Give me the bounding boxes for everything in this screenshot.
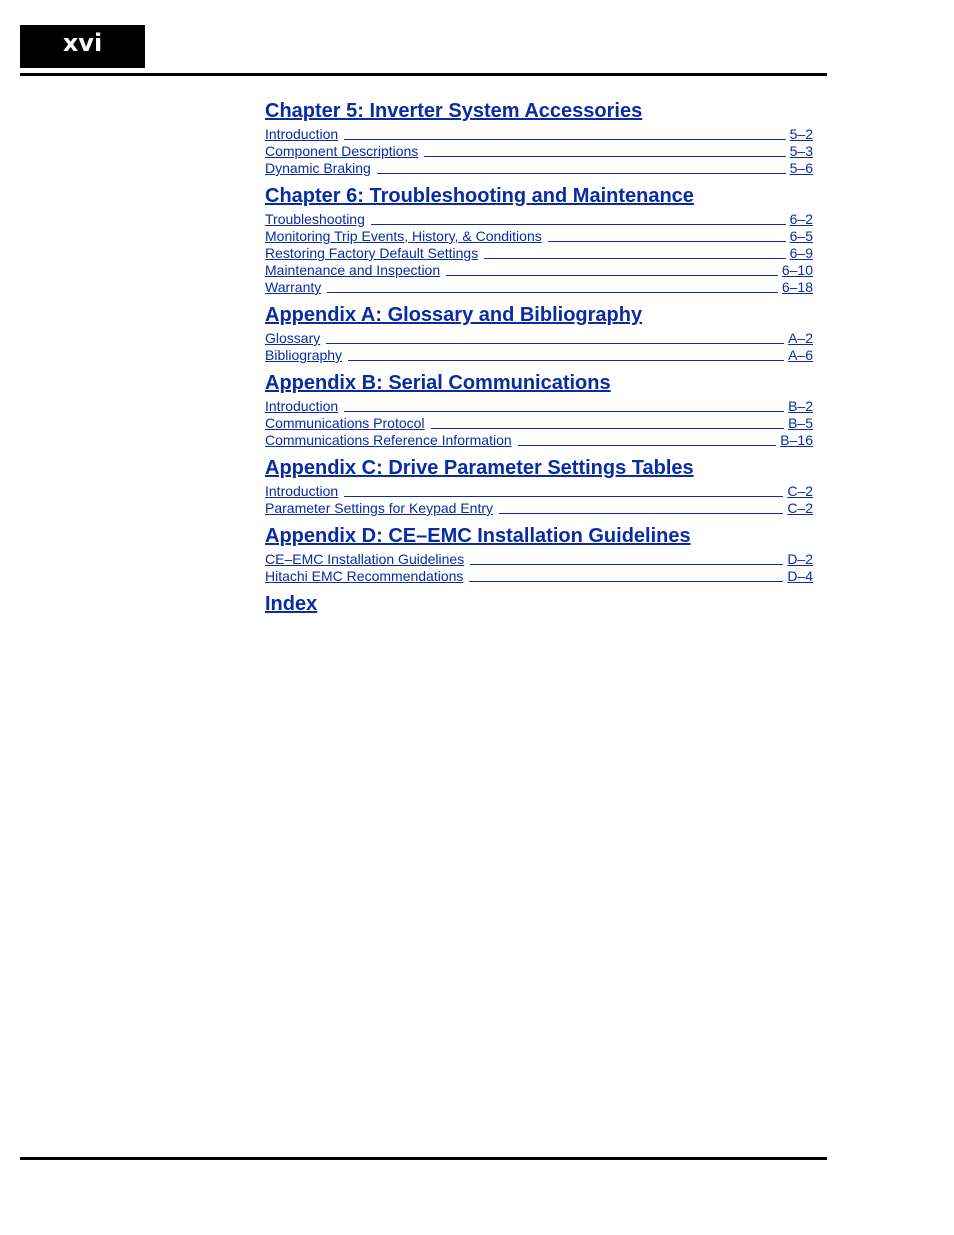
toc-entry[interactable]	[265, 227, 813, 244]
entry-leader-line	[344, 410, 784, 412]
entry-label: Restoring Factory Default Settings	[265, 245, 479, 261]
toc-section-chapter-5	[265, 98, 813, 176]
toc-section-appendix-a	[265, 302, 813, 363]
entry-leader-line	[470, 563, 783, 565]
entry-label: Troubleshooting	[265, 211, 365, 227]
table-of-contents	[265, 98, 813, 625]
toc-entry[interactable]	[265, 550, 813, 567]
entry-label: CE–EMC Installation Guidelines	[265, 551, 465, 567]
entry-leader-line	[548, 240, 786, 242]
entry-label: Dynamic Braking	[265, 160, 371, 176]
entry-label: Communications Protocol	[265, 415, 425, 431]
entry-leader-line	[377, 172, 786, 174]
toc-entry[interactable]	[265, 414, 813, 431]
toc-entry[interactable]	[265, 159, 813, 176]
entry-label: Bibliography	[265, 347, 343, 363]
toc-entry[interactable]	[265, 397, 813, 414]
toc-entry[interactable]	[265, 346, 813, 363]
entry-page-number: D–4	[787, 568, 813, 584]
section-title-link[interactable]: Appendix B: Serial Communications	[265, 372, 611, 394]
entry-leader-line	[344, 495, 783, 497]
toc-entry[interactable]	[265, 567, 813, 584]
entry-page-number: A–6	[788, 347, 813, 363]
entry-page-number: B–5	[788, 415, 813, 431]
entry-page-number: C–2	[787, 500, 813, 516]
entry-leader-line	[484, 257, 785, 259]
page-number-tab	[20, 25, 145, 68]
entry-page-number: 6–10	[781, 262, 813, 278]
toc-entry[interactable]	[265, 431, 813, 448]
section-title-link[interactable]: Chapter 6: Troubleshooting and Maintenance	[265, 185, 694, 207]
entry-label: Introduction	[265, 398, 339, 414]
entry-label: Glossary	[265, 330, 321, 346]
section-title-link[interactable]: Chapter 5: Inverter System Accessories	[265, 100, 643, 122]
entry-label: Introduction	[265, 483, 339, 499]
entry-leader-line	[326, 342, 784, 344]
section-title-link[interactable]: Appendix C: Drive Parameter Settings Tables	[265, 457, 694, 479]
entry-label: Monitoring Trip Events, History, & Conditions	[265, 228, 542, 244]
section-title-link[interactable]: Appendix A: Glossary and Bibliography	[265, 304, 643, 326]
toc-entry[interactable]	[265, 482, 813, 499]
toc-section-chapter-6	[265, 183, 813, 295]
entry-leader-line	[344, 138, 785, 140]
entry-label: Introduction	[265, 126, 339, 142]
toc-entry[interactable]	[265, 142, 813, 159]
entry-page-number: 6–5	[789, 228, 813, 244]
entry-leader-line	[371, 223, 786, 225]
toc-section-appendix-d	[265, 523, 813, 584]
toc-section-appendix-c	[265, 455, 813, 516]
entry-page-number: A–2	[788, 330, 813, 346]
entry-leader-line	[431, 427, 785, 429]
entry-label: Communications Reference Information	[265, 432, 512, 448]
section-title-link[interactable]: Appendix D: CE–EMC Installation Guidelines	[265, 525, 691, 547]
header-rule	[20, 73, 827, 76]
entry-leader-line	[469, 580, 783, 582]
section-title-link[interactable]: Index	[265, 593, 318, 615]
page-number: xvi	[62, 29, 103, 57]
toc-entry[interactable]	[265, 244, 813, 261]
entry-leader-line	[327, 291, 778, 293]
toc-entry[interactable]	[265, 499, 813, 516]
entry-leader-line	[348, 359, 784, 361]
toc-entry[interactable]	[265, 261, 813, 278]
entry-leader-line	[499, 512, 783, 514]
entry-page-number: 6–18	[781, 279, 813, 295]
entry-label: Warranty	[265, 279, 322, 295]
entry-label: Parameter Settings for Keypad Entry	[265, 500, 493, 516]
toc-entry[interactable]	[265, 210, 813, 227]
entry-page-number: 5–2	[789, 126, 813, 142]
entry-page-number: C–2	[787, 483, 813, 499]
entry-page-number: B–16	[780, 432, 813, 448]
toc-entry[interactable]	[265, 329, 813, 346]
entry-leader-line	[446, 274, 778, 276]
entry-page-number: 6–9	[789, 245, 813, 261]
footer-rule	[20, 1157, 827, 1160]
entry-page-number: B–2	[788, 398, 813, 414]
entry-page-number: 5–3	[789, 143, 813, 159]
entry-label: Maintenance and Inspection	[265, 262, 441, 278]
toc-entry[interactable]	[265, 278, 813, 295]
entry-page-number: 5–6	[789, 160, 813, 176]
toc-section-index	[265, 591, 813, 618]
entry-page-number: D–2	[787, 551, 813, 567]
entry-label: Component Descriptions	[265, 143, 419, 159]
entry-page-number: 6–2	[789, 211, 813, 227]
toc-entry[interactable]	[265, 125, 813, 142]
toc-section-appendix-b	[265, 370, 813, 448]
entry-leader-line	[424, 155, 785, 157]
entry-leader-line	[518, 444, 777, 446]
entry-label: Hitachi EMC Recommendations	[265, 568, 464, 584]
